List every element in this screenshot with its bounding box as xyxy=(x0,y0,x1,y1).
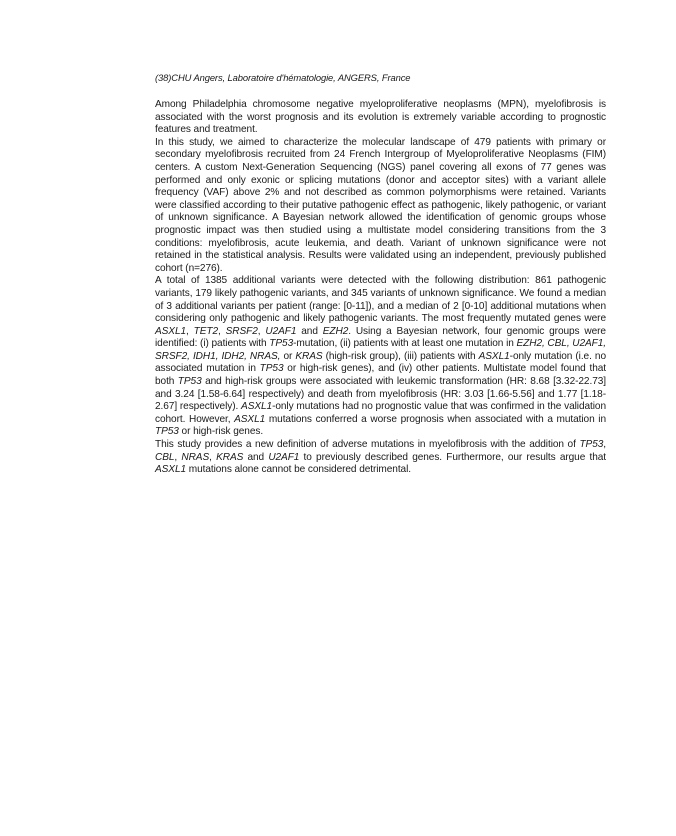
gene-name: SRSF2 xyxy=(225,325,258,337)
text-run: This study provides a new definition of adverse mutations in myelofibrosis with the addition of xyxy=(155,439,580,451)
text-run: In this study, we aimed to characterize the molecular landscape of 479 patients with primary or secondary myelofibrosis recruited from 24 French Intergroup of Myeloproliferative Neoplasms (FIM) centers. A custom Next-Generation Sequencing (NGS) panel covering all exons of 77 genes was performed and only exonic or splicing mutations (donor and acceptor sites) with a variant allele frequency (VAF) above 2% and not described as common polymorphisms were retained. Variants were classified according to their putative pathogenic effect as pathogenic, likely pathogenic, or variant of unknown significance. A Bayesian network allowed the identification of genomic groups whose prognostic impact was then studied using a multistate model considering transitions from the 3 conditions: myelofibrosis, acute leukemia, and death. Variant of unknown significance were not retained in the statistical analysis. Results were validated using an independent, previously published cohort (n=276). xyxy=(155,136,606,274)
text-run: , xyxy=(209,451,217,463)
text-run: -only mutation (i.e. no associated mutation in xyxy=(155,350,606,375)
text-run: -mutation, (ii) patients with at least one mutation in xyxy=(293,338,517,350)
document-page xyxy=(155,72,606,477)
text-run: and xyxy=(296,325,323,337)
gene-name: ASXL1 xyxy=(155,464,187,476)
text-run: . Using a Bayesian network, four genomic groups were identified: (i) patients with xyxy=(155,325,606,350)
text-run: , xyxy=(218,325,226,337)
gene-name: CBL xyxy=(155,451,175,463)
text-run: or xyxy=(280,350,296,362)
gene-name: EZH2 xyxy=(322,325,349,337)
gene-name: ASXL1 xyxy=(234,413,266,425)
gene-name: TP53 xyxy=(269,338,294,350)
text-run: and xyxy=(243,451,269,463)
gene-name: ASXL1 xyxy=(155,325,187,337)
affiliation: (38)CHU Angers, Laboratoire d'hématologie, ANGERS, France xyxy=(155,72,411,83)
gene-name: KRAS xyxy=(295,350,323,362)
text-run: , xyxy=(603,439,606,451)
abstract-paragraph-results xyxy=(155,275,606,439)
text-run: A total of 1385 additional variants were detected with the following distribution: 861 pathogenic variants, 179 likely pathogenic variants, and 345 variants of unknown significance. We found a median of 3 additional variants per patient (range: [0-11]), and a median of 2 [0-10] additional mutations when considering only pathogenic and likely pathogenic variants. The most frequently mutated genes were xyxy=(155,275,606,325)
gene-name: TP53 xyxy=(155,426,179,438)
abstract-paragraph-background xyxy=(155,99,606,137)
gene-name: TP53 xyxy=(579,439,604,451)
text-run: to previously described genes. Furthermore, our results argue that xyxy=(299,451,606,463)
text-run: or high-risk genes), and (iv) other patients. Multistate model found that both xyxy=(155,363,606,388)
gene-name: KRAS xyxy=(216,451,244,463)
text-run: and high-risk groups were associated with leukemic transformation (HR: 8.68 [3.32-22.73] and 3.24 [1.58-6.64] respectively) and death from myelofibrosis (HR: 3.03 [1.66-5.56] and 1.77 [1.18-2.67] respectively). xyxy=(155,376,606,413)
text-run: , xyxy=(186,325,194,337)
text-run: , xyxy=(257,325,266,337)
gene-name: TP53 xyxy=(259,363,284,375)
abstract-paragraph-conclusion xyxy=(155,439,606,477)
text-run: or high-risk genes. xyxy=(178,426,264,438)
gene-name: TET2 xyxy=(193,325,218,337)
text-run: , xyxy=(174,451,182,463)
text-run: Among Philadelphia chromosome negative myeloproliferative neoplasms (MPN), myelofibrosis is associated with the worst prognosis and its evolution is extremely variable according to prognostic features and treatment. xyxy=(155,99,606,136)
gene-name: TP53 xyxy=(177,376,202,388)
text-run: -only mutations had no prognostic value that was confirmed in the validation cohort. However, xyxy=(155,401,606,425)
gene-name: NRAS xyxy=(181,451,210,463)
text-run: (high-risk group), (iii) patients with xyxy=(322,350,479,362)
gene-name: EZH2, CBL, U2AF1, SRSF2, IDH1, IDH2, NRAS, xyxy=(155,338,607,362)
text-run: mutations alone cannot be considered detrimental. xyxy=(186,464,411,476)
gene-name: ASXL1 xyxy=(241,401,273,413)
gene-name: U2AF1 xyxy=(265,325,297,337)
gene-name: U2AF1 xyxy=(268,451,300,463)
gene-name: ASXL1 xyxy=(478,350,510,362)
abstract-body xyxy=(155,99,606,477)
text-run: mutations conferred a worse prognosis when associated with a mutation in xyxy=(265,413,606,425)
abstract-paragraph-methods xyxy=(155,137,606,276)
